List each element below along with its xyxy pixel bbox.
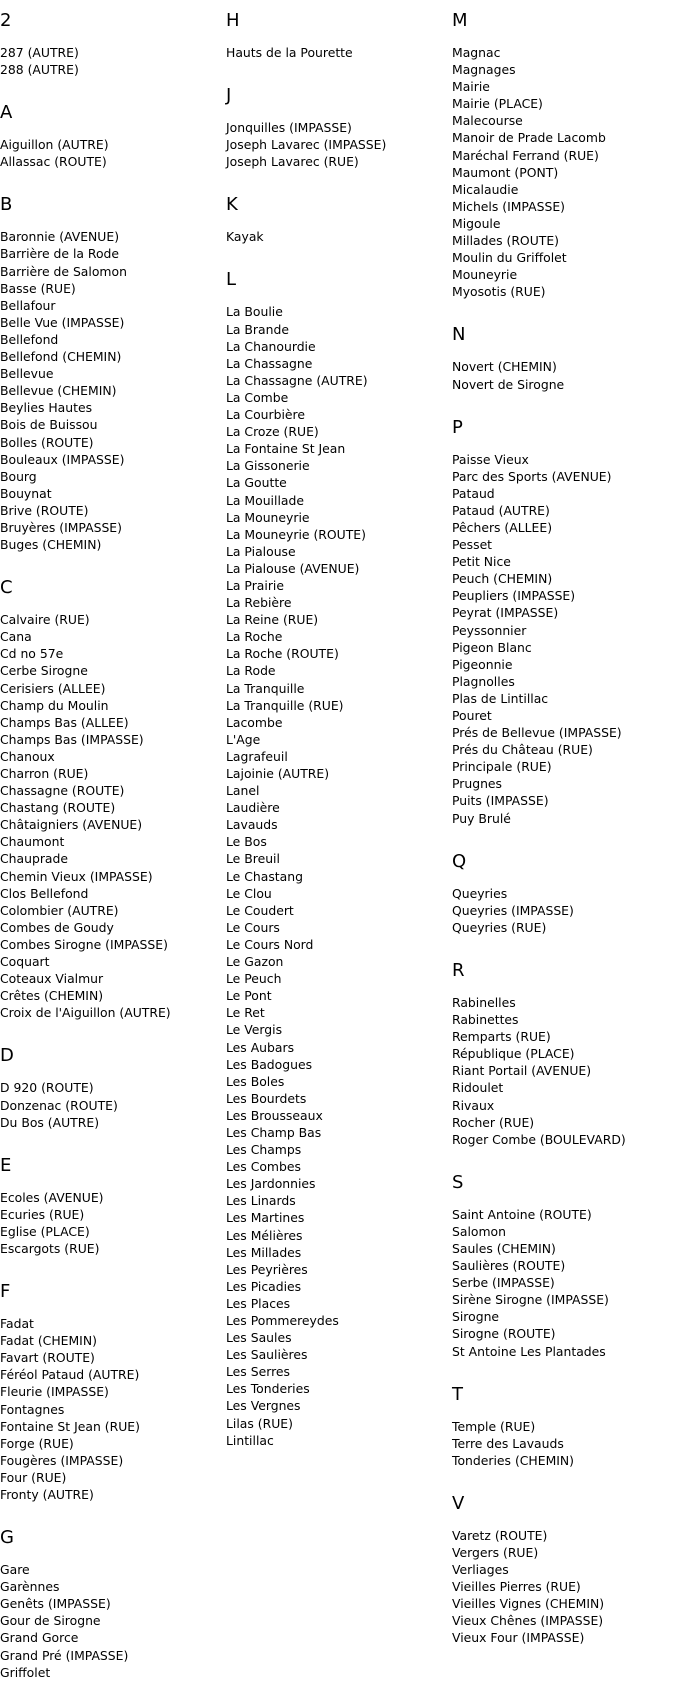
street-link[interactable]: Joseph Lavarec (RUE) xyxy=(226,154,359,170)
street-link[interactable]: Champs Bas (IMPASSE) xyxy=(0,731,144,747)
street-link[interactable]: Prés du Château (RUE) xyxy=(452,742,593,758)
street-link[interactable]: Bourg xyxy=(0,468,37,484)
street-list xyxy=(0,611,224,1021)
street-link[interactable]: Les Places xyxy=(226,1295,291,1311)
group-spacer xyxy=(452,1469,675,1483)
street-link[interactable]: Le Coudert xyxy=(226,902,294,918)
street-link[interactable]: Champ du Moulin xyxy=(0,697,109,713)
street-link[interactable]: Jonquilles (IMPASSE) xyxy=(226,120,352,136)
street-link[interactable]: La Chanourdie xyxy=(226,338,316,354)
street-link[interactable]: Le Peuch xyxy=(226,971,282,987)
street-link[interactable]: Prugnes xyxy=(452,776,502,792)
street-link[interactable]: Prés de Bellevue (IMPASSE) xyxy=(452,725,622,741)
street-link[interactable]: Joseph Lavarec (IMPASSE) xyxy=(226,137,387,153)
group-spacer xyxy=(0,1257,224,1271)
column-3 xyxy=(452,0,675,1661)
street-link[interactable]: Rivaux xyxy=(452,1097,495,1113)
group-spacer xyxy=(452,393,675,407)
street-list xyxy=(452,1206,675,1360)
street-list xyxy=(452,994,675,1148)
letter-group xyxy=(226,85,450,184)
street-link[interactable]: Brive (ROUTE) xyxy=(0,502,89,518)
street-link[interactable]: Clos Bellefond xyxy=(0,885,89,901)
letter-group xyxy=(0,10,224,92)
street-link[interactable]: Colombier (AUTRE) xyxy=(0,902,119,918)
street-link[interactable]: Coteaux Vialmur xyxy=(0,971,104,987)
street-link[interactable]: Le Vergis xyxy=(226,1022,283,1038)
street-link[interactable]: Chassagne (ROUTE) xyxy=(0,783,125,799)
street-link[interactable]: Bois de Buissou xyxy=(0,417,98,433)
letter-group xyxy=(0,1155,224,1271)
street-link[interactable]: Fronty (AUTRE) xyxy=(0,1487,94,1502)
street-link[interactable]: La Reine (RUE) xyxy=(226,612,319,628)
street-link[interactable]: Barrière de Salomon xyxy=(0,263,127,279)
street-link[interactable]: Chastang (ROUTE) xyxy=(0,800,116,816)
street-link[interactable]: Plagnolles xyxy=(452,673,515,689)
street-link[interactable]: Les Saulières xyxy=(226,1347,308,1363)
group-spacer xyxy=(452,827,675,841)
street-link[interactable]: Bolles (ROUTE) xyxy=(0,434,94,450)
street-link[interactable]: Baronnie (AVENUE) xyxy=(0,229,120,245)
street-link[interactable]: La Roche (ROUTE) xyxy=(226,646,339,662)
section-letter-heading: F xyxy=(0,1281,11,1303)
street-list xyxy=(0,228,224,553)
street-link[interactable]: Le Cours Nord xyxy=(226,936,314,952)
street-link[interactable]: Salomon xyxy=(452,1223,506,1239)
street-link[interactable]: Les Champs xyxy=(226,1142,302,1158)
street-link[interactable]: Les Saules xyxy=(226,1330,292,1346)
section-letter-heading: P xyxy=(452,416,463,438)
street-link[interactable]: Eglise (PLACE) xyxy=(0,1223,90,1239)
street-link[interactable]: Les Martines xyxy=(226,1210,305,1226)
column-2 xyxy=(226,0,450,1463)
street-link[interactable]: Basse (RUE) xyxy=(0,280,76,296)
letter-group xyxy=(0,1045,224,1144)
column-1 xyxy=(0,0,224,1695)
street-link[interactable]: Pataud (AUTRE) xyxy=(452,502,550,518)
section-letter-heading: D xyxy=(0,1045,14,1067)
letter-group xyxy=(452,1384,675,1483)
street-link[interactable]: Lagrafeuil xyxy=(226,748,288,764)
street-link[interactable]: D 920 (ROUTE) xyxy=(0,1080,94,1096)
street-link[interactable]: Les Linards xyxy=(226,1193,296,1209)
street-link[interactable]: Buges (CHEMIN) xyxy=(0,537,102,553)
section-letter-heading: N xyxy=(452,324,466,346)
street-link[interactable]: Du Bos (AUTRE) xyxy=(0,1114,100,1130)
letter-group xyxy=(226,269,450,1462)
street-link[interactable]: Magnages xyxy=(452,62,516,78)
street-link[interactable]: Bouynat xyxy=(0,485,52,501)
street-link[interactable]: Vieilles Pierres (RUE) xyxy=(452,1579,581,1595)
street-list xyxy=(0,1315,224,1503)
street-link[interactable]: Donzenac (ROUTE) xyxy=(0,1097,118,1113)
street-link[interactable]: Combes de Goudy xyxy=(0,919,114,935)
street-link[interactable]: La Pialouse xyxy=(226,543,296,559)
street-link[interactable]: Michels (IMPASSE) xyxy=(452,198,565,214)
street-link[interactable]: Aiguillon (AUTRE) xyxy=(0,137,109,153)
group-spacer xyxy=(226,170,450,184)
group-spacer xyxy=(452,300,675,314)
street-link[interactable]: Pouret xyxy=(452,708,492,723)
street-list xyxy=(226,119,450,170)
street-link[interactable]: Vieilles Vignes (CHEMIN) xyxy=(452,1596,605,1612)
street-link[interactable]: Bellefond xyxy=(0,331,59,347)
street-link[interactable]: Ecoles (AVENUE) xyxy=(0,1189,104,1205)
street-link[interactable]: Kayak xyxy=(226,229,264,245)
street-link[interactable]: 288 (AUTRE) xyxy=(0,62,79,78)
street-link[interactable]: Lanel xyxy=(226,783,260,799)
letter-group xyxy=(452,960,675,1162)
street-link[interactable]: Les Tonderies xyxy=(226,1381,310,1397)
street-link[interactable]: Four (RUE) xyxy=(0,1469,67,1485)
street-link[interactable]: Queyries xyxy=(452,885,508,901)
street-link[interactable]: Rabinettes xyxy=(452,1012,519,1028)
street-link[interactable]: Pigeon Blanc xyxy=(452,639,532,655)
street-link[interactable]: Lintillac xyxy=(226,1432,274,1448)
street-link[interactable]: Millades (ROUTE) xyxy=(452,233,559,249)
street-link[interactable]: La Goutte xyxy=(226,475,287,491)
street-link[interactable]: Coquart xyxy=(0,954,50,970)
street-link[interactable]: Les Bourdets xyxy=(226,1090,307,1106)
street-link[interactable]: Bellevue xyxy=(0,366,54,382)
street-link[interactable]: Pataud xyxy=(452,485,495,501)
street-link[interactable]: Cerbe Sirogne xyxy=(0,663,88,679)
group-spacer xyxy=(226,245,450,259)
section-letter-heading: R xyxy=(452,959,465,981)
section-letter-heading: S xyxy=(452,1171,464,1193)
street-link[interactable]: Ridoulet xyxy=(452,1080,504,1096)
street-link[interactable]: Fontagnes xyxy=(0,1401,65,1417)
street-link[interactable]: Les Jardonnies xyxy=(226,1176,316,1192)
street-link[interactable]: Cana xyxy=(0,629,32,645)
group-spacer xyxy=(0,170,224,184)
street-link[interactable]: La Chassagne (AUTRE) xyxy=(226,372,368,388)
street-link[interactable]: Genêts (IMPASSE) xyxy=(0,1596,111,1612)
street-link[interactable]: Paisse Vieux xyxy=(452,451,529,467)
group-spacer xyxy=(452,1647,675,1661)
street-link[interactable]: Vieux Chênes (IMPASSE) xyxy=(452,1613,604,1629)
street-link[interactable]: Les Pommereydes xyxy=(226,1313,339,1328)
street-link[interactable]: Gour de Sirogne xyxy=(0,1613,101,1629)
street-link[interactable]: Féréol Pataud (AUTRE) xyxy=(0,1367,140,1383)
section-letter-heading: V xyxy=(452,1492,465,1514)
section-letter-heading: B xyxy=(0,194,13,216)
street-link[interactable]: Belle Vue (IMPASSE) xyxy=(0,314,125,330)
street-link[interactable]: République (PLACE) xyxy=(452,1046,575,1062)
street-link[interactable]: Moulin du Griffolet xyxy=(452,250,567,266)
group-spacer xyxy=(0,1021,224,1035)
letter-group xyxy=(452,1493,675,1661)
group-spacer xyxy=(226,1449,450,1463)
street-link[interactable]: Pesset xyxy=(452,537,493,553)
letter-group xyxy=(226,194,450,259)
street-link[interactable]: Les Millades xyxy=(226,1244,302,1260)
street-link[interactable]: Fleurie (IMPASSE) xyxy=(0,1384,109,1400)
street-link[interactable]: Vergers (RUE) xyxy=(452,1545,539,1560)
street-link[interactable]: Tonderies (CHEMIN) xyxy=(452,1452,575,1468)
street-list xyxy=(0,136,224,170)
street-link[interactable]: Magnac xyxy=(452,45,501,60)
street-link[interactable]: Le Breuil xyxy=(226,851,280,867)
street-link[interactable]: La Brande xyxy=(226,321,289,337)
street-link[interactable]: Les Boles xyxy=(226,1073,285,1089)
street-link[interactable]: Fougères (IMPASSE) xyxy=(0,1452,124,1468)
street-link[interactable]: Chemin Vieux (IMPASSE) xyxy=(0,868,153,884)
street-link[interactable]: Grand Gorce xyxy=(0,1630,79,1646)
street-link[interactable]: Fadat xyxy=(0,1316,34,1332)
street-link[interactable]: Novert (CHEMIN) xyxy=(452,359,557,375)
street-link[interactable]: La Fontaine St Jean xyxy=(226,441,346,457)
section-letter-heading: K xyxy=(226,194,238,216)
street-link[interactable]: Sirène Sirogne (IMPASSE) xyxy=(452,1292,609,1308)
street-link[interactable]: Myosotis (RUE) xyxy=(452,284,546,300)
street-link[interactable]: Peupliers (IMPASSE) xyxy=(452,588,576,604)
street-link[interactable]: Le Pont xyxy=(226,988,272,1004)
street-link[interactable]: Pigeonnie xyxy=(452,656,513,672)
street-link[interactable]: Rabinelles xyxy=(452,994,516,1010)
street-link[interactable]: Chauprade xyxy=(0,851,68,867)
street-link[interactable]: Pêchers (ALLEE) xyxy=(452,519,553,535)
street-list xyxy=(226,44,450,61)
street-link[interactable]: Puits (IMPASSE) xyxy=(452,793,549,809)
street-link[interactable]: Sirogne xyxy=(452,1309,500,1325)
street-link[interactable]: Grand Pré (IMPASSE) xyxy=(0,1647,129,1663)
street-link[interactable]: 287 (AUTRE) xyxy=(0,45,79,60)
street-link[interactable]: Croix de l'Aiguillon (AUTRE) xyxy=(0,1005,171,1021)
street-link[interactable]: Riant Portail (AVENUE) xyxy=(452,1063,592,1079)
street-link[interactable]: Vieux Four (IMPASSE) xyxy=(452,1630,585,1646)
street-link[interactable]: Les Serres xyxy=(226,1364,290,1380)
section-letter-heading: L xyxy=(226,269,237,291)
street-link[interactable]: Champs Bas (ALLEE) xyxy=(0,714,129,730)
street-link[interactable]: Maréchal Ferrand (RUE) xyxy=(452,147,599,163)
street-link[interactable]: Charron (RUE) xyxy=(0,766,89,781)
street-link[interactable]: Les Mélières xyxy=(226,1227,303,1243)
street-link[interactable]: Parc des Sports (AVENUE) xyxy=(452,468,612,484)
street-link[interactable]: Fadat (CHEMIN) xyxy=(0,1333,97,1349)
street-link[interactable]: Le Cours xyxy=(226,919,280,935)
street-link[interactable]: Chaumont xyxy=(0,834,65,850)
street-link[interactable]: La Tranquille (RUE) xyxy=(226,697,344,713)
street-link[interactable]: Laudière xyxy=(226,800,280,816)
street-link[interactable]: Ecuries (RUE) xyxy=(0,1206,85,1222)
street-link[interactable]: Mairie (PLACE) xyxy=(452,96,543,112)
street-list xyxy=(452,885,675,936)
street-link[interactable]: Gare xyxy=(0,1562,30,1578)
street-link[interactable]: Bruyères (IMPASSE) xyxy=(0,519,122,535)
group-spacer xyxy=(0,78,224,92)
section-letter-heading: M xyxy=(452,10,468,31)
street-list xyxy=(0,1561,224,1681)
street-list xyxy=(452,44,675,300)
street-link[interactable]: Bellafour xyxy=(0,297,56,313)
street-link[interactable]: Hauts de la Pourette xyxy=(226,45,353,60)
street-link[interactable]: Rocher (RUE) xyxy=(452,1114,535,1130)
street-link[interactable]: La Tranquille xyxy=(226,680,305,696)
street-list xyxy=(452,451,675,827)
street-link[interactable]: Crêtes (CHEMIN) xyxy=(0,988,104,1004)
street-link[interactable]: Allassac (ROUTE) xyxy=(0,154,107,170)
street-link[interactable]: Les Brousseaux xyxy=(226,1107,323,1123)
street-link[interactable]: Le Chastang xyxy=(226,868,303,884)
street-link[interactable]: Les Vergnes xyxy=(226,1398,301,1414)
group-spacer xyxy=(0,1503,224,1517)
street-link[interactable]: Plas de Lintillac xyxy=(452,690,549,706)
street-link[interactable]: Garènnes xyxy=(0,1579,60,1595)
street-link[interactable]: Calvaire (RUE) xyxy=(0,612,90,628)
street-link[interactable]: Verliages xyxy=(452,1562,509,1578)
street-link[interactable]: Les Badogues xyxy=(226,1056,313,1072)
street-link[interactable]: La Courbière xyxy=(226,407,305,423)
street-link[interactable]: Griffolet xyxy=(0,1664,51,1680)
street-link[interactable]: Sirogne (ROUTE) xyxy=(452,1326,556,1342)
street-link[interactable]: Beylies Hautes xyxy=(0,400,93,416)
letter-group xyxy=(452,417,675,841)
street-link[interactable]: Malecourse xyxy=(452,113,523,129)
street-link[interactable]: La Rode xyxy=(226,663,276,679)
street-link[interactable]: Manoir de Prade Lacomb xyxy=(452,130,606,146)
section-letter-heading: Q xyxy=(452,850,467,872)
street-link[interactable]: Roger Combe (BOULEVARD) xyxy=(452,1131,626,1147)
letter-group xyxy=(0,577,224,1035)
street-link[interactable]: Novert de Sirogne xyxy=(452,376,565,392)
section-letter-heading: 2 xyxy=(0,10,12,31)
street-link[interactable]: Les Picadies xyxy=(226,1278,302,1294)
street-link[interactable]: Bouleaux (IMPASSE) xyxy=(0,451,125,467)
section-letter-heading: A xyxy=(0,102,13,124)
street-link[interactable]: Mouneyrie xyxy=(452,267,518,283)
section-letter-heading: H xyxy=(226,10,240,31)
street-link[interactable]: Serbe (IMPASSE) xyxy=(452,1275,555,1291)
section-letter-heading: E xyxy=(0,1154,12,1176)
street-link[interactable]: Queyries (RUE) xyxy=(452,919,547,935)
street-link[interactable]: Micalaudie xyxy=(452,181,519,197)
street-link[interactable]: Chanoux xyxy=(0,748,55,764)
street-link[interactable]: La Combe xyxy=(226,389,289,405)
section-letter-heading: J xyxy=(226,85,232,107)
street-link[interactable]: Bellevue (CHEMIN) xyxy=(0,383,117,399)
letter-group xyxy=(0,194,224,567)
street-link[interactable]: La Rebière xyxy=(226,595,292,611)
street-link[interactable]: Le Ret xyxy=(226,1005,265,1021)
street-link[interactable]: Cerisiers (ALLEE) xyxy=(0,680,106,696)
letter-group xyxy=(452,10,675,314)
street-link[interactable]: St Antoine Les Plantades xyxy=(452,1343,606,1359)
street-link[interactable]: Saulières (ROUTE) xyxy=(452,1258,566,1274)
street-link[interactable]: Remparts (RUE) xyxy=(452,1029,551,1045)
section-letter-heading: C xyxy=(0,577,13,599)
street-link[interactable]: Varetz (ROUTE) xyxy=(452,1527,548,1543)
group-spacer xyxy=(452,1360,675,1374)
street-link[interactable]: La Roche xyxy=(226,629,283,645)
street-link[interactable]: Peuch (CHEMIN) xyxy=(452,571,553,587)
street-link[interactable]: Châtaigniers (AVENUE) xyxy=(0,817,143,833)
street-link[interactable]: Lajoinie (AUTRE) xyxy=(226,766,330,781)
street-link[interactable]: La Mouillade xyxy=(226,492,304,508)
street-link[interactable]: Queyries (IMPASSE) xyxy=(452,902,574,918)
group-spacer xyxy=(226,61,450,75)
street-link[interactable]: La Boulie xyxy=(226,304,283,320)
street-link[interactable]: Les Peyrières xyxy=(226,1261,308,1277)
street-link[interactable]: Puy Brulé xyxy=(452,810,511,826)
street-link[interactable]: Terre des Lavauds xyxy=(452,1435,564,1451)
street-link[interactable]: La Mouneyrie (ROUTE) xyxy=(226,526,366,542)
group-spacer xyxy=(452,936,675,950)
street-link[interactable]: La Croze (RUE) xyxy=(226,424,319,440)
street-list xyxy=(226,303,450,1448)
street-link[interactable]: Bellefond (CHEMIN) xyxy=(0,349,122,365)
street-link[interactable]: Fontaine St Jean (RUE) xyxy=(0,1418,140,1434)
section-letter-heading: G xyxy=(0,1527,14,1549)
street-link[interactable]: Le Bos xyxy=(226,834,267,850)
group-spacer xyxy=(452,1148,675,1162)
street-link[interactable]: Le Clou xyxy=(226,885,272,901)
group-spacer xyxy=(0,553,224,567)
letter-group xyxy=(226,10,450,75)
street-link[interactable]: La Chassagne xyxy=(226,355,313,371)
street-list xyxy=(0,44,224,78)
street-link[interactable]: Migoule xyxy=(452,215,501,231)
street-link[interactable]: Peyssonnier xyxy=(452,622,527,638)
street-list xyxy=(0,1079,224,1130)
street-list xyxy=(226,228,450,245)
street-link[interactable]: Lilas (RUE) xyxy=(226,1415,293,1431)
street-link[interactable]: Les Combes xyxy=(226,1159,301,1175)
street-link[interactable]: Peyrat (IMPASSE) xyxy=(452,605,559,621)
letter-group xyxy=(452,1172,675,1374)
section-letter-heading: T xyxy=(452,1383,463,1405)
street-link[interactable]: Temple (RUE) xyxy=(452,1418,536,1434)
street-list xyxy=(452,358,675,392)
letter-group xyxy=(0,102,224,184)
street-link[interactable]: Barrière de la Rode xyxy=(0,246,120,262)
street-link[interactable]: Lavauds xyxy=(226,817,278,833)
street-link[interactable]: Forge (RUE) xyxy=(0,1435,74,1451)
street-link[interactable]: Escargots (RUE) xyxy=(0,1240,100,1256)
street-link[interactable]: Le Gazon xyxy=(226,954,284,970)
letter-group xyxy=(0,1281,224,1517)
street-link[interactable]: Les Aubars xyxy=(226,1039,295,1055)
street-link[interactable]: Saules (CHEMIN) xyxy=(452,1240,556,1256)
street-link[interactable]: Cd no 57e xyxy=(0,646,64,662)
street-link[interactable]: La Prairie xyxy=(226,577,284,593)
street-link[interactable]: Favart (ROUTE) xyxy=(0,1350,95,1366)
street-link[interactable]: Les Champ Bas xyxy=(226,1124,322,1140)
street-link[interactable]: Saint Antoine (ROUTE) xyxy=(452,1206,592,1222)
street-link[interactable]: La Mouneyrie xyxy=(226,509,310,525)
letter-group xyxy=(452,851,675,950)
street-link[interactable]: Maumont (PONT) xyxy=(452,164,559,180)
street-list xyxy=(0,1189,224,1257)
street-link[interactable]: Petit Nice xyxy=(452,554,511,570)
street-link[interactable]: La Pialouse (AVENUE) xyxy=(226,560,360,576)
street-link[interactable]: La Gissonerie xyxy=(226,458,310,474)
street-link[interactable]: Lacombe xyxy=(226,714,283,730)
street-link[interactable]: Mairie xyxy=(452,79,490,95)
group-spacer xyxy=(0,1131,224,1145)
letter-group xyxy=(0,1527,224,1695)
group-spacer xyxy=(0,1681,224,1695)
street-list xyxy=(452,1527,675,1647)
street-link[interactable]: L'Age xyxy=(226,731,261,747)
street-list xyxy=(452,1418,675,1469)
street-link[interactable]: Principale (RUE) xyxy=(452,759,552,775)
street-link[interactable]: Combes Sirogne (IMPASSE) xyxy=(0,936,168,952)
letter-group xyxy=(452,324,675,406)
